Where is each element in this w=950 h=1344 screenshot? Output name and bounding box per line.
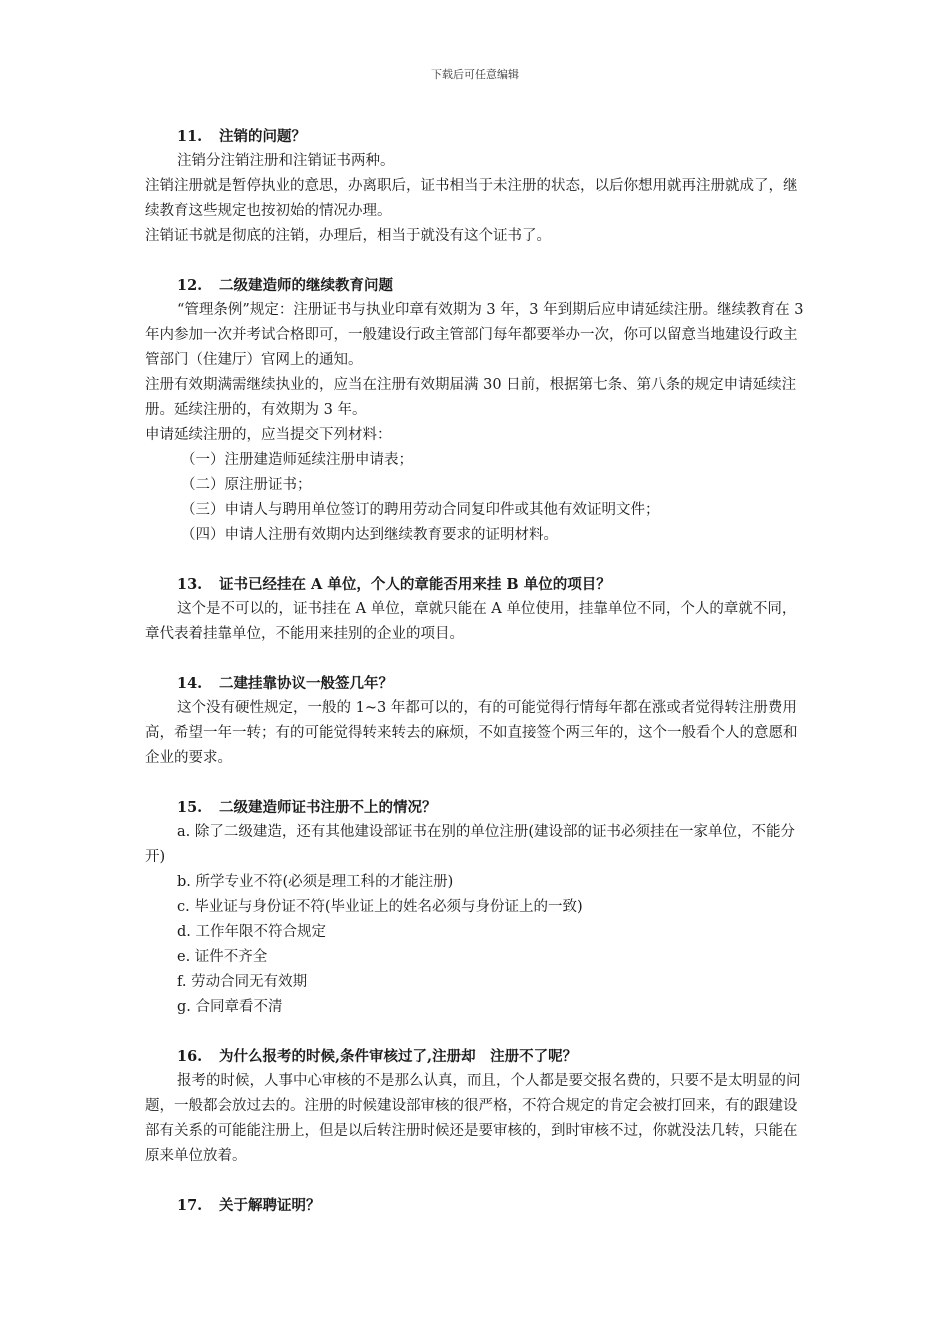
paragraph: 这个没有硬性规定，一般的 1~3 年都可以的，有的可能觉得行情每年都在涨或者觉得转注册费用高，希望一年一转；有的可能觉得转来转去的麻烦，不如直接签个两三年的，这个一般看个人的意愿和企业的要求。 (145, 700, 798, 766)
section-number: 14. (177, 675, 203, 692)
section-title (145, 795, 810, 820)
list-item: f. 劳动合同无有效期 (177, 974, 308, 990)
section-title (145, 572, 810, 597)
section-12 (145, 273, 810, 548)
paragraph: 注册有效期满需继续执业的，应当在注册有效期届满 30 日前，根据第七条、第八条的规定申请延续注册。延续注册的，有效期为 3 年。 (145, 377, 797, 418)
section-heading: 关于解聘证明？ (219, 1197, 321, 1214)
section-11 (145, 124, 810, 249)
list-item: a. 除了二级建造，还有其他建设部证书在别的单位注册(建设部的证书必须挂在一家单位，不能分开) (145, 824, 796, 865)
list-item: e. 证件不齐全 (177, 949, 268, 965)
paragraph: 注销证书就是彻底的注销，办理后，相当于就没有这个证书了。 (145, 228, 551, 244)
section-heading: 二级建造师的继续教育问题 (219, 277, 393, 294)
section-13 (145, 572, 810, 647)
paragraph: 申请延续注册的，应当提交下列材料： (145, 427, 392, 443)
list-item: c. 毕业证与身份证不符(毕业证上的姓名必须与身份证上的一致) (177, 899, 583, 915)
section-title (145, 1193, 810, 1218)
section-16 (145, 1044, 810, 1169)
paragraph: 注销注册就是暂停执业的意思，办离职后，证书相当于未注册的状态，以后你想用就再注册就成了，继续教育这些规定也按初始的情况办理。 (145, 178, 798, 219)
page-header: 下载后可任意编辑 (431, 68, 519, 81)
list-item: （四）申请人注册有效期内达到继续教育要求的证明材料。 (181, 527, 558, 543)
section-number: 12. (177, 277, 203, 294)
section-15 (145, 795, 810, 1020)
document-body (145, 124, 810, 1242)
section-heading: 二建挂靠协议一般签几年？ (219, 675, 393, 692)
section-14 (145, 671, 810, 771)
section-title (145, 1044, 810, 1069)
paragraph: 注销分注销注册和注销证书两种。 (177, 153, 395, 169)
list-item: （二）原注册证书； (181, 477, 312, 493)
list-item: （一）注册建造师延续注册申请表； (181, 452, 413, 468)
section-heading: 证书已经挂在 A 单位，个人的章能否用来挂 B 单位的项目？ (219, 576, 611, 593)
paragraph: “管理条例”规定：注册证书与执业印章有效期为 3 年，3 年到期后应申请延续注册。继续教育在 3 年内参加一次并考试合格即可，一般建设行政主管部门每年都要举办一次，你可以留意当地建设行政主管部门（住建厅）官网上的通知。 (145, 302, 804, 368)
list-item: （三）申请人与聘用单位签订的聘用劳动合同复印件或其他有效证明文件； (181, 502, 660, 518)
paragraph: 报考的时候，人事中心审核的不是那么认真，而且，个人都是要交报名费的，只要不是太明显的问题，一般都会放过去的。注册的时候建设部审核的很严格，不符合规定的肯定会被打回来，有的跟建设部有关系的可能能注册上，但是以后转注册时候还是要审核的，到时审核不过，你就没法几转，只能在原来单位放着。 (145, 1073, 801, 1164)
section-number: 13. (177, 576, 203, 593)
section-number: 11. (177, 128, 203, 145)
section-title (145, 273, 810, 298)
section-title (145, 671, 810, 696)
section-heading: 注销的问题？ (219, 128, 306, 145)
section-title (145, 124, 810, 149)
paragraph: 这个是不可以的，证书挂在 A 单位，章就只能在 A 单位使用，挂靠单位不同，个人的章就不同，章代表着挂靠单位，不能用来挂别的企业的项目。 (145, 601, 797, 642)
section-number: 15. (177, 799, 203, 816)
section-number: 17. (177, 1197, 203, 1214)
list-item: b. 所学专业不符(必须是理工科的才能注册) (177, 874, 454, 890)
section-heading: 二级建造师证书注册不上的情况？ (219, 799, 437, 816)
section-heading: 为什么报考的时候,条件审核过了,注册却 注册不了呢？ (219, 1048, 578, 1065)
section-number: 16. (177, 1048, 203, 1065)
list-item: g. 合同章看不清 (177, 999, 283, 1015)
section-17 (145, 1193, 810, 1218)
list-item: d. 工作年限不符合规定 (177, 924, 326, 940)
